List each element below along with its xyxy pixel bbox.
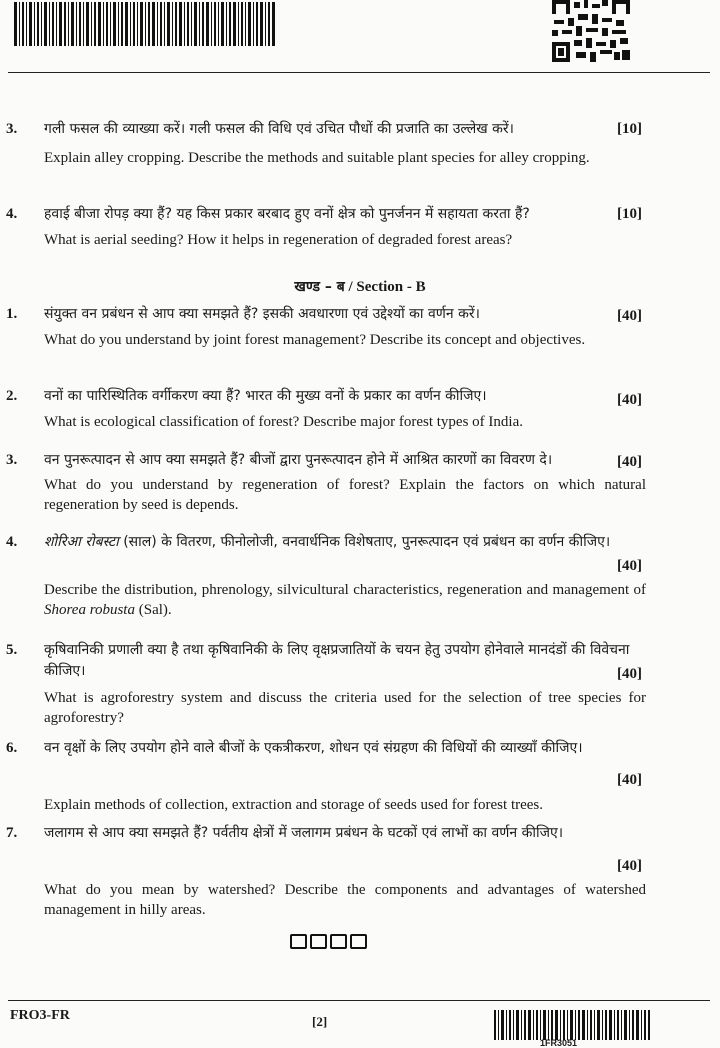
question-marks: [10]	[617, 121, 642, 137]
section-heading-separator: /	[348, 279, 353, 295]
question-hindi: वन वृक्षों के लिए उपयोग होने वाले बीजों के एकत्रीकरण, शोधन एवं संग्रहण की विधियों की व्याख्याँ कीजिए।	[44, 740, 583, 756]
top-barcode	[14, 2, 276, 46]
question-english-text: Describe the distribution, phrenology, silvicultural characteristics, regeneration and management of	[44, 582, 646, 598]
question-marks: [40]	[617, 308, 642, 324]
question-number: 7.	[6, 825, 18, 841]
question-english: What do you understand by joint forest management? Describe its concept and objectives.	[44, 332, 586, 348]
question-hindi-italic: शोरिआ रोबस्टा	[44, 534, 119, 550]
end-marker	[290, 934, 367, 949]
barcode-number: 1FR3051	[540, 1038, 578, 1048]
question-number: 3.	[6, 121, 18, 137]
question-english: What do you mean by watershed? Describe the components and advantages of watershed management in hilly areas.	[44, 882, 646, 918]
qr-code	[552, 0, 630, 62]
question-english: What is ecological classification of forest? Describe major forest types of India.	[44, 414, 523, 430]
question-hindi: संयुक्त वन प्रबंधन से आप क्या समझते हैं? इसकी अवधारणा एवं उद्देश्यों का वर्णन करें।	[44, 306, 480, 322]
question-marks: [10]	[617, 206, 642, 222]
end-box	[310, 934, 327, 949]
question-marks: [40]	[617, 666, 642, 682]
question-hindi: हवाई बीजा रोपड़ क्या हैं? यह किस प्रकार बरबाद हुए वनों क्षेत्र को पुनर्जनन में सहायता करता हैं?	[44, 206, 530, 222]
question-number: 4.	[6, 534, 18, 550]
question-english: What is aerial seeding? How it helps in regeneration of degraded forest areas?	[44, 232, 513, 248]
question-hindi-text: (साल) के वितरण, फीनोलोजी, वनवार्धनिक विशेषताए, पुनरूत्पादन एवं प्रबंधन का वर्णन कीजिए।	[123, 534, 611, 550]
question-marks: [40]	[617, 858, 642, 874]
question-english: Explain alley cropping. Describe the methods and suitable plant species for alley cropping.	[44, 150, 590, 166]
header-divider	[8, 72, 710, 73]
end-box	[290, 934, 307, 949]
question-english	[44, 580, 646, 620]
section-heading	[0, 277, 720, 296]
question-marks: [40]	[617, 558, 642, 574]
question-number: 4.	[6, 206, 18, 222]
question-marks: [40]	[617, 454, 642, 470]
question-number: 2.	[6, 388, 18, 404]
question-english-tail: (Sal).	[138, 602, 172, 618]
question-english: What do you understand by regeneration of forest? Explain the factors on which natural regeneration by seed is depends.	[44, 477, 646, 513]
question-number: 1.	[6, 306, 18, 322]
question-hindi: कृषिवानिकी प्रणाली क्या है तथा कृषिवानिकी के लिए वृक्षप्रजातियों के चयन हेतु उपयोग होनेवाले मानदंडों की विवेचना कीजिए।	[44, 642, 630, 679]
question-hindi: वनों का पारिस्थितिक वर्गीकरण क्या हैं? भारत की मुख्य वनों के प्रकार का वर्णन कीजिए।	[44, 388, 487, 404]
question-number: 5.	[6, 642, 18, 658]
question-hindi: गली फसल की व्याख्या करें। गली फसल की विधि एवं उचित पौधों की प्रजाति का उल्लेख करें।	[44, 121, 514, 137]
question-hindi	[44, 532, 644, 553]
section-heading-hindi: खण्ड – ब	[294, 279, 345, 295]
bottom-barcode	[494, 1010, 650, 1040]
question-number: 3.	[6, 452, 18, 468]
footer-divider	[8, 1000, 710, 1001]
question-number: 6.	[6, 740, 18, 756]
question-english: What is agroforestry system and discuss the criteria used for the selection of tree species for agroforestry?	[44, 690, 646, 726]
question-english-italic: Shorea robusta	[44, 602, 135, 618]
paper-code: FRO3-FR	[10, 1008, 70, 1023]
page-number: [2]	[312, 1014, 328, 1029]
end-box	[350, 934, 367, 949]
question-english: Explain methods of collection, extraction and storage of seeds used for forest trees.	[44, 797, 544, 813]
end-box	[330, 934, 347, 949]
section-heading-english: Section - B	[356, 279, 426, 295]
question-marks: [40]	[617, 392, 642, 408]
question-marks: [40]	[617, 772, 642, 788]
question-hindi: जलागम से आप क्या समझते हैं? पर्वतीय क्षेत्रों में जलागम प्रबंधन के घटकों एवं लाभों का वर्णन कीजिए।	[44, 825, 564, 841]
question-hindi: वन पुनरूत्पादन से आप क्या समझते हैं? बीजों द्वारा पुनरूत्पादन होने में आश्रित कारणों का विवरण दे।	[44, 452, 553, 468]
